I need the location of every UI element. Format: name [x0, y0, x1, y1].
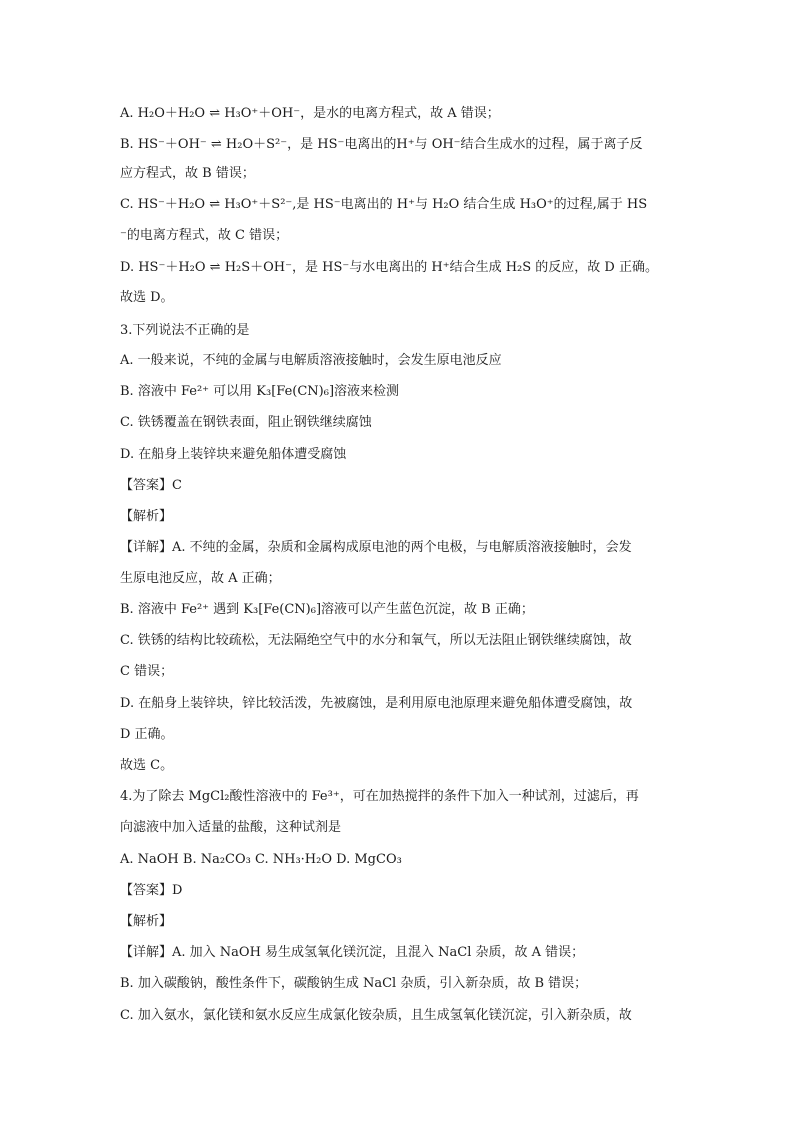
text-line-option-b-hs-oh: B. HS⁻＋OH⁻ ⇌ H₂O＋S²⁻，是 HS⁻电离出的H⁺与 OH⁻结合生成水的过程，属于离子反 — [120, 137, 643, 152]
question-3-detail-a: 【详解】A. 不纯的金属，杂质和金属构成原电池的两个电极，与电解质溶液接触时，会发 — [120, 540, 632, 555]
question-3-answer: 【答案】C — [120, 478, 182, 493]
question-3-option-d: D. 在船身上装锌块来避免船体遭受腐蚀 — [120, 447, 347, 462]
question-4-detail-c: C. 加入氨水，氯化镁和氨水反应生成氯化铵杂质，且生成氢氧化镁沉淀，引入新杂质，故 — [120, 1008, 632, 1023]
question-3-option-a: A. 一般来说，不纯的金属与电解质溶液接触时，会发生原电池反应 — [120, 353, 502, 368]
text-line-option-b-continued: 应方程式，故 B 错误； — [120, 166, 255, 181]
question-4-detail-a: 【详解】A. 加入 NaOH 易生成氢氧化镁沉淀，且混入 NaCl 杂质，故 A 错误； — [120, 945, 585, 960]
question-4-analysis-label: 【解析】 — [120, 914, 173, 929]
question-4-stem: 4.为了除去 MgCl₂酸性溶液中的 Fe³⁺，可在加热搅拌的条件下加入一种试剂，过滤后，再 — [120, 789, 639, 804]
text-line-option-d-hydrolysis: D. HS⁻＋H₂O ⇌ H₂S＋OH⁻，是 HS⁻与水电离出的 H⁺结合生成 H₂S 的反应，故 D 正确。 — [120, 260, 658, 275]
question-4-stem-continued: 向滤液中加入适量的盐酸，这种试剂是 — [120, 820, 342, 835]
question-3-option-c: C. 铁锈覆盖在钢铁表面，阻止钢铁继续腐蚀 — [120, 415, 372, 430]
question-3-detail-c-continued: C 错误； — [120, 664, 174, 679]
text-line-option-c-hs-h2o: C. HS⁻＋H₂O ⇌ H₃O⁺＋S²⁻,是 HS⁻电离出的 H⁺与 H₂O 结合生成 H₃O⁺的过程,属于 HS — [120, 197, 648, 212]
question-3-detail-c: C. 铁锈的结构比较疏松，无法隔绝空气中的水分和氧气，所以无法阻止钢铁继续腐蚀，故 — [120, 633, 632, 648]
question-4-detail-b: B. 加入碳酸钠，酸性条件下，碳酸钠生成 NaCl 杂质，引入新杂质，故 B 错误； — [120, 976, 588, 991]
question-3-detail-a-continued: 生原电池反应，故 A 正确； — [120, 571, 281, 586]
question-4-answer: 【答案】D — [120, 883, 183, 898]
question-3-detail-d-continued: D 正确。 — [120, 727, 174, 742]
question-3-choose-c: 故选 C。 — [120, 758, 174, 773]
text-line-option-a-water-ionization: A. H₂O＋H₂O ⇌ H₃O⁺＋OH⁻，是水的电离方程式，故 A 错误； — [120, 106, 500, 121]
question-3-analysis-label: 【解析】 — [120, 509, 173, 524]
text-line-choose-d: 故选 D。 — [120, 290, 174, 305]
question-3-detail-b: B. 溶液中 Fe²⁺ 遇到 K₃[Fe(CN)₆]溶液可以产生蓝色沉淀，故 B 正确； — [120, 602, 534, 617]
text-line-option-c-continued: ⁻的电离方程式，故 C 错误； — [120, 228, 289, 243]
question-3-detail-d: D. 在船身上装锌块，锌比较活泼，先被腐蚀，是利用原电池原理来避免船体遭受腐蚀，故 — [120, 696, 633, 711]
question-4-options: A. NaOH B. Na₂CO₃ C. NH₃·H₂O D. MgCO₃ — [120, 852, 402, 867]
question-3-stem: 3.下列说法不正确的是 — [120, 323, 250, 338]
question-3-option-b: B. 溶液中 Fe²⁺ 可以用 K₃[Fe(CN)₆]溶液来检测 — [120, 384, 400, 399]
